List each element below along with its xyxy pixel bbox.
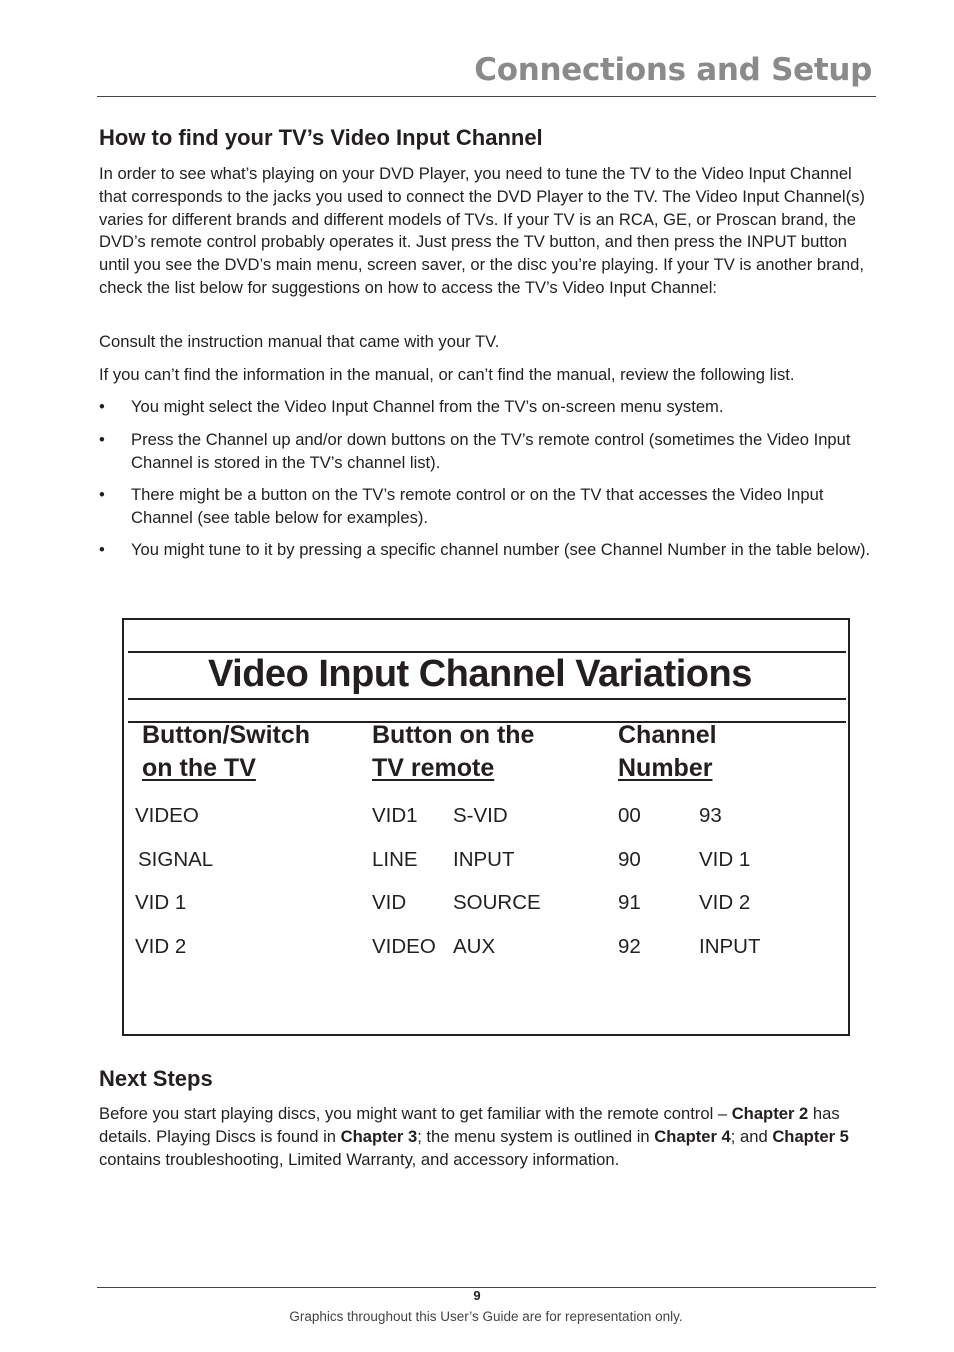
text-run: has details. Playing Discs is found in (99, 1104, 840, 1146)
bullet-text: There might be a button on the TV’s remote control or on the TV that accesses the Video Input Channel (see table below for examples). (131, 485, 824, 527)
intro-paragraph: In order to see what’s playing on your DVD Player, you need to tune the TV to the Video Input Channel that corresponds to the jacks you used to connect the DVD Player to the TV. The Video Input Channel(s) varies for different brands and different models of TVs. If your TV is an RCA, GE, or Proscan brand, the DVD’s remote control probably operates it. Just press the TV button, and then press the INPUT button until you see the DVD’s main menu, screen saver, or the disc you’re playing. If your TV is another brand, check the list below for suggestions on how to access the TV’s Video Input Channel: (99, 164, 865, 297)
header-rule (97, 96, 876, 97)
bullet-dot: • (99, 397, 105, 416)
column-header-line: Channel (618, 721, 717, 749)
bullet-text: You might tune to it by pressing a specific channel number (see Channel Number in the table below). (131, 540, 871, 559)
footer-note: Graphics throughout this User’s Guide are for representation only. (289, 1309, 683, 1324)
chapter-4-ref: Chapter 4 (654, 1126, 731, 1146)
bullet-dot: • (99, 540, 105, 559)
section-heading-video-input: How to find your TV’s Video Input Channel (99, 125, 543, 150)
table-cell: LINE (372, 848, 418, 871)
text-run: ; the menu system is outlined in (417, 1126, 655, 1146)
table-cell: VID (372, 891, 407, 914)
table-cell: 91 (618, 891, 641, 914)
text-run: Before you start playing discs, you might want to get familiar with the remote control – (99, 1104, 732, 1123)
next-steps-paragraph (99, 1103, 877, 1171)
table-cell: VID1 (372, 804, 418, 827)
section-heading-next-steps: Next Steps (99, 1066, 213, 1091)
bullet-text: You might select the Video Input Channel from the TV’s on-screen menu system. (131, 397, 724, 416)
table-cell: VID 2 (135, 935, 187, 958)
table-cell: SIGNAL (138, 848, 214, 871)
table-cell: SOURCE (453, 891, 541, 914)
bullet-dot: • (99, 485, 105, 504)
chapter-2-ref: Chapter 2 (731, 1104, 809, 1123)
table-cell: VID 2 (699, 891, 751, 914)
column-header-line: Number (618, 754, 713, 782)
column-header-button-switch (142, 719, 310, 785)
table-cell: 90 (618, 848, 641, 871)
table-title-rule-bottom (128, 698, 846, 700)
consult-paragraph: Consult the instruction manual that came with your TV. (99, 332, 500, 351)
table-cell: INPUT (699, 935, 761, 958)
table-cell: INPUT (453, 848, 515, 871)
column-header-line: TV remote (372, 754, 495, 782)
column-header-line: Button on the (372, 721, 535, 749)
table-cell: S-VID (453, 804, 508, 827)
page-number: 9 (473, 1288, 481, 1303)
bullet-dot: • (99, 430, 105, 449)
column-header-channel-number (618, 719, 717, 785)
table-cell: 00 (618, 804, 641, 827)
if-cant-find-paragraph: If you can’t find the information in the manual, or can’t find the manual, review the following list. (99, 365, 795, 384)
table-cell: VIDEO (372, 935, 436, 958)
table-cell: 93 (699, 804, 722, 827)
video-input-variations-table (122, 618, 850, 1036)
text-run: ; and (730, 1126, 773, 1146)
page-header-title: Connections and Setup (474, 52, 872, 88)
chapter-5-ref: Chapter 5 (772, 1126, 849, 1146)
chapter-3-ref: Chapter 3 (340, 1126, 418, 1146)
column-header-remote-button (372, 719, 534, 785)
bullet-text: Press the Channel up and/or down buttons on the TV’s remote control (sometimes the Video Input Channel is stored in the TV’s channel list). (131, 430, 851, 472)
table-cell: 92 (618, 935, 641, 958)
column-header-line: on the TV (142, 754, 256, 782)
table-cell: VID 1 (135, 891, 187, 914)
table-cell: VID 1 (699, 848, 751, 871)
column-header-line: Button/Switch (142, 721, 311, 749)
table-cell: AUX (453, 935, 496, 958)
table-title: Video Input Channel Variations (208, 653, 752, 695)
text-run: contains troubleshooting, Limited Warranty, and accessory information. (99, 1149, 620, 1169)
table-cell: VIDEO (135, 804, 199, 827)
